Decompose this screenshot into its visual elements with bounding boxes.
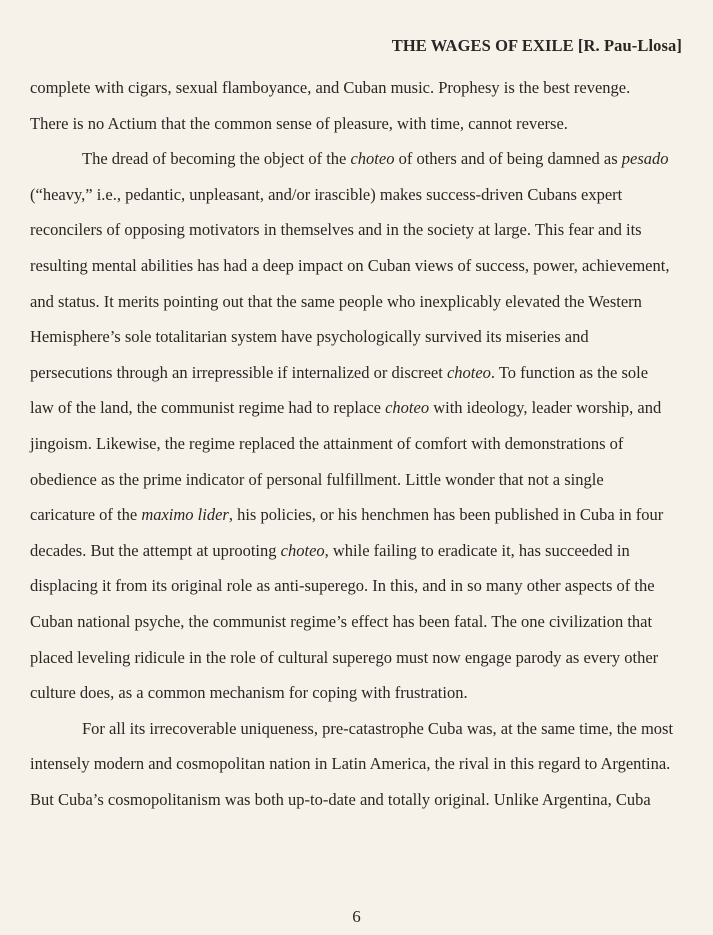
text-line bbox=[30, 604, 694, 640]
text-line bbox=[30, 675, 694, 711]
text-segment: persecutions through an irrepressible if internalized or discreet bbox=[30, 362, 447, 382]
text-line bbox=[30, 177, 694, 213]
text-line bbox=[30, 390, 694, 426]
text-segment: complete with cigars, sexual flamboyance, and Cuban music. Prophesy is the best revenge. bbox=[30, 78, 631, 97]
text-segment: and status. It merits pointing out that the same people who inexplicably elevated the Western bbox=[30, 291, 642, 311]
text-line bbox=[30, 426, 694, 462]
text-segment: jingoism. Likewise, the regime replaced the attainment of comfort with demonstrations of bbox=[30, 433, 624, 453]
text-segment: displacing it from its original role as anti-superego. In this, and in so many other aspects of the bbox=[30, 576, 655, 596]
text-segment: Cuban national psyche, the communist regime’s effect has been fatal. The one civilization that bbox=[30, 611, 653, 631]
text-line bbox=[30, 640, 694, 676]
text-line bbox=[30, 711, 694, 747]
text-segment: intensely modern and cosmopolitan nation in Latin America, the rival in this regard to Argentina. bbox=[30, 754, 671, 774]
text-line bbox=[30, 746, 694, 782]
text-segment: For all its irrecoverable uniqueness, pre-catastrophe Cuba was, at the same time, the most bbox=[82, 718, 674, 738]
italic-term: choteo bbox=[446, 362, 491, 382]
text-segment: (“heavy,” i.e., pedantic, unpleasant, and/or irascible) makes success-driven Cubans expert bbox=[30, 184, 623, 204]
text-segment: of others and of being damned as bbox=[394, 149, 622, 169]
italic-term: pesado bbox=[621, 149, 669, 169]
text-line bbox=[30, 533, 694, 569]
text-line bbox=[30, 284, 694, 320]
text-line bbox=[30, 568, 694, 604]
text-segment: The dread of becoming the object of the bbox=[82, 149, 351, 169]
text-line bbox=[30, 319, 694, 355]
text-segment: . To function as the sole bbox=[490, 362, 649, 382]
text-segment: decades. But the attempt at uprooting bbox=[30, 540, 281, 560]
text-segment: with ideology, leader worship, and bbox=[429, 398, 662, 418]
running-header: THE WAGES OF EXILE [R. Pau-Llosa] bbox=[391, 36, 682, 55]
text-segment: , while failing to eradicate it, has succeeded in bbox=[324, 540, 630, 560]
text-line bbox=[30, 462, 694, 498]
page-number: 6 bbox=[352, 907, 361, 926]
italic-term: choteo bbox=[350, 149, 395, 169]
text-line bbox=[30, 141, 694, 177]
italic-term: choteo bbox=[385, 398, 430, 418]
text-line bbox=[30, 497, 694, 533]
text-line bbox=[30, 212, 694, 248]
text-segment: reconcilers of opposing motivators in themselves and in the society at large. This fear and its bbox=[30, 220, 642, 240]
text-line bbox=[30, 355, 694, 391]
text-line bbox=[30, 70, 694, 106]
text-segment: obedience as the prime indicator of personal fulfillment. Little wonder that not a single bbox=[30, 469, 604, 489]
text-segment: culture does, as a common mechanism for coping with frustration. bbox=[30, 683, 468, 703]
text-segment: , his policies, or his henchmen has been published in Cuba in four bbox=[228, 505, 664, 525]
text-segment: Hemisphere’s sole totalitarian system have psychologically survived its miseries and bbox=[30, 327, 589, 347]
text-line bbox=[30, 106, 694, 142]
text-segment: law of the land, the communist regime had to replace bbox=[30, 398, 386, 418]
text-segment: caricature of the bbox=[30, 505, 142, 525]
italic-term: choteo bbox=[280, 540, 325, 560]
text-segment: There is no Actium that the common sense of pleasure, with time, cannot reverse. bbox=[30, 113, 568, 133]
text-segment: placed leveling ridicule in the role of cultural superego must now engage parody as every other bbox=[30, 647, 659, 667]
italic-term: maximo lider bbox=[141, 505, 229, 525]
text-line bbox=[30, 248, 694, 284]
text-segment: resulting mental abilities has had a deep impact on Cuban views of success, power, achievement, bbox=[30, 255, 670, 275]
page-body-text bbox=[30, 70, 694, 817]
text-segment: But Cuba’s cosmopolitanism was both up-to-date and totally original. Unlike Argentina, Cuba bbox=[30, 789, 651, 809]
text-line bbox=[30, 782, 694, 818]
